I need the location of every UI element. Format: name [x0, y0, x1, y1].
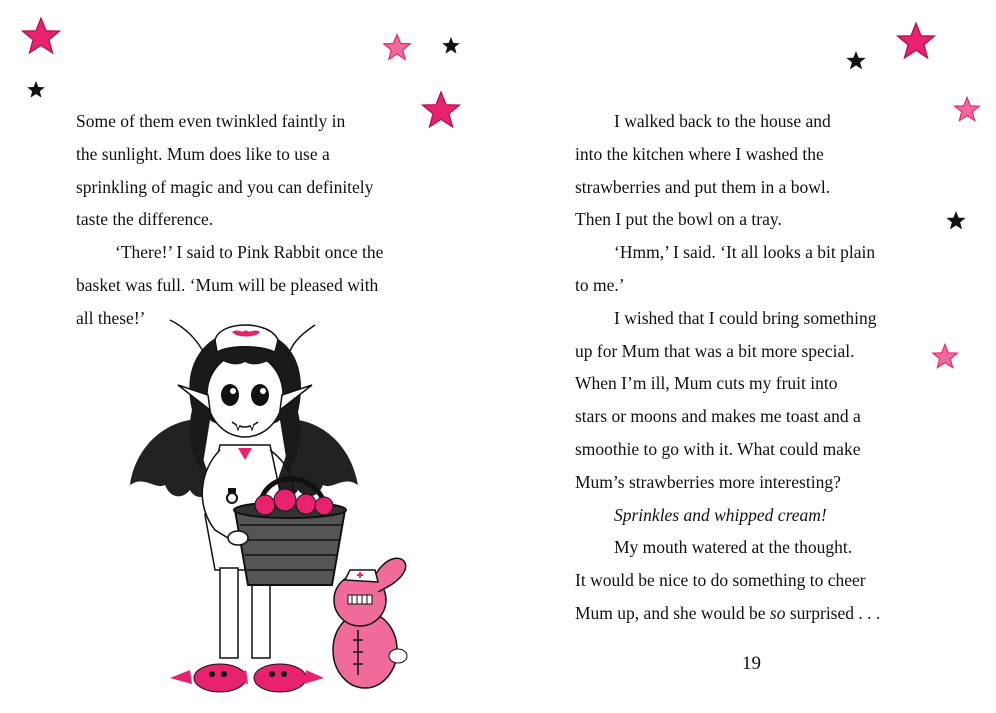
text-line: ‘Hmm,’ I said. ‘It all looks a bit plain: [614, 242, 876, 263]
black-star-icon: [441, 36, 461, 56]
emphasis-word: so: [769, 602, 786, 623]
text-line: ‘There!’ I said to Pink Rabbit once the: [115, 242, 384, 263]
pink-star-icon: [953, 96, 981, 124]
text-line: stars or moons and makes me toast and a: [575, 406, 861, 427]
pink-star-icon: [382, 33, 412, 63]
right-page: [498, 0, 996, 713]
text-line: basket was full. ‘Mum will be pleased with: [76, 274, 379, 295]
text-line: strawberries and put them in a bowl.: [575, 176, 831, 197]
text-line: into the kitchen where I washed the: [575, 143, 824, 164]
pink-star-icon: [20, 16, 62, 58]
text-line: to me.’: [575, 274, 625, 295]
text-line: It would be nice to do something to cheer: [575, 570, 866, 591]
text-line: My mouth watered at the thought.: [614, 537, 853, 558]
text-line: I walked back to the house and: [614, 111, 831, 131]
pink-star-icon: [895, 21, 937, 63]
text-line: When I’m ill, Mum cuts my fruit into: [575, 373, 838, 394]
italic-thought: Sprinkles and whipped cream!: [614, 504, 827, 525]
text-line: all these!’: [76, 307, 146, 328]
black-star-icon: [945, 210, 967, 232]
black-star-icon: [26, 80, 46, 100]
text-line: smoothie to go with it. What could make: [575, 438, 861, 459]
text-line: sprinkling of magic and you can definitely: [76, 176, 374, 197]
text-line: Then I put the bowl on a tray.: [575, 209, 782, 230]
text-line: Some of them even twinkled faintly in: [76, 111, 346, 131]
page-number: 19: [742, 653, 761, 674]
pink-star-icon: [420, 90, 462, 132]
girl-with-basket-illustration: [120, 300, 420, 705]
text-line: Mum’s strawberries more interesting?: [575, 471, 841, 492]
text-line: up for Mum that was a bit more special.: [575, 340, 855, 361]
text-line: [575, 597, 880, 630]
text-line: [575, 499, 880, 532]
text-line: the sunlight. Mum does like to use a: [76, 143, 330, 164]
text-line: taste the difference.: [76, 209, 214, 230]
right-page-text: [575, 105, 880, 630]
pink-star-icon: [931, 343, 959, 371]
black-star-icon: [845, 50, 867, 72]
text-fragment: Mum up, and she would be: [575, 602, 770, 623]
text-line: I wished that I could bring something: [614, 307, 877, 328]
text-fragment: surprised . . .: [785, 602, 881, 623]
